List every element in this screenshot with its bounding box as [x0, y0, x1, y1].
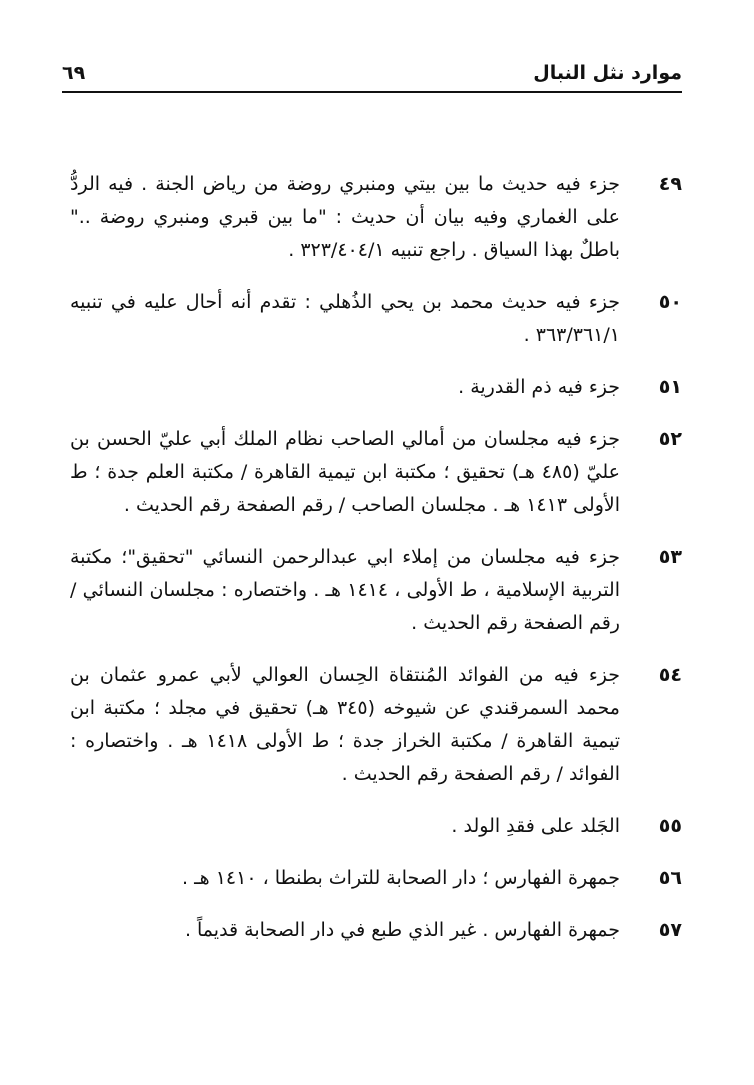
bibliography-entry	[70, 371, 682, 404]
bibliography-entry	[70, 914, 682, 947]
bibliography-entry	[70, 862, 682, 895]
bibliography-entry	[70, 423, 682, 522]
entry-number: ٤٩	[658, 173, 682, 195]
bibliography-entry	[70, 810, 682, 843]
bibliography-entry	[70, 168, 682, 267]
entry-text: جزء فيه ذم القدرية .	[458, 376, 620, 398]
entry-text: جمهرة الفهارس ؛ دار الصحابة للتراث بطنطا ، ١٤١٠ هـ .	[182, 867, 620, 889]
entry-text: جزء فيه من الفوائد المُنتقاة الحِسان العوالي لأبي عمرو عثمان بن محمد السمرقندي عن شيوخه (٣٤٥ هـ) تحقيق في مجلد ؛ مكتبة ابن تيمية القاهرة / مكتبة الخراز جدة ؛ ط الأولى ١٤١٨ هـ . واختصاره : الفوائد / رقم الصفحة رقم الحديث .	[70, 664, 621, 785]
entry-number: ٥٤	[658, 664, 682, 686]
entry-number: ٥٢	[658, 428, 682, 450]
entry-text: جزء فيه حديث محمد بن يحي الذُهلي : تقدم أنه أحال عليه في تنبيه ٣٦٣/٣٦١/١ .	[70, 291, 620, 346]
entry-number: ٥٦	[658, 867, 682, 889]
running-header	[62, 62, 682, 88]
entry-text: الجَلد على فقدِ الولد .	[451, 815, 620, 837]
entry-text: جزء فيه مجلسان من إملاء ابي عبدالرحمن النسائي "تحقيق"؛ مكتبة التربية الإسلامية ، ط الأولى ، ١٤١٤ هـ . واختصاره : مجلسان النسائي / رقم الصفحة رقم الحديث .	[70, 546, 620, 634]
entry-text: جزء فيه مجلسان من أمالي الصاحب نظام الملك أبي عليّ الحسن بن عليّ (٤٨٥ هـ) تحقيق ؛ مكتبة ابن تيمية القاهرة / مكتبة العلم جدة ؛ ط الأولى ١٤١٣ هـ . مجلسان الصاحب / رقم الصفحة رقم الحديث .	[70, 428, 620, 516]
entry-number: ٥٣	[658, 546, 682, 568]
entry-text: جمهرة الفهارس . غير الذي طبع في دار الصحابة قديماً .	[184, 919, 620, 941]
entry-number: ٥٠	[658, 291, 682, 313]
entry-number: ٥٧	[658, 919, 682, 941]
entry-number: ٥١	[658, 376, 682, 398]
bibliography-entry	[70, 541, 682, 640]
bibliography-entry	[70, 286, 682, 352]
header-divider	[62, 91, 682, 93]
entry-number: ٥٥	[658, 815, 682, 837]
bibliography-list	[70, 168, 682, 947]
page-number: ٦٩	[62, 62, 86, 84]
bibliography-entry	[70, 659, 682, 791]
running-header-title: موارد نثل النبال	[533, 62, 682, 84]
entry-text: جزء فيه حديث ما بين بيتي ومنبري روضة من رياض الجنة . فيه الردُّ على الغماري وفيه بيان أن حديث : "ما بين قبري ومنبري روضة .." باطلٌ بهذا السياق . راجع تنبيه ٣٢٣/٤٠٤/١ .	[70, 173, 620, 261]
